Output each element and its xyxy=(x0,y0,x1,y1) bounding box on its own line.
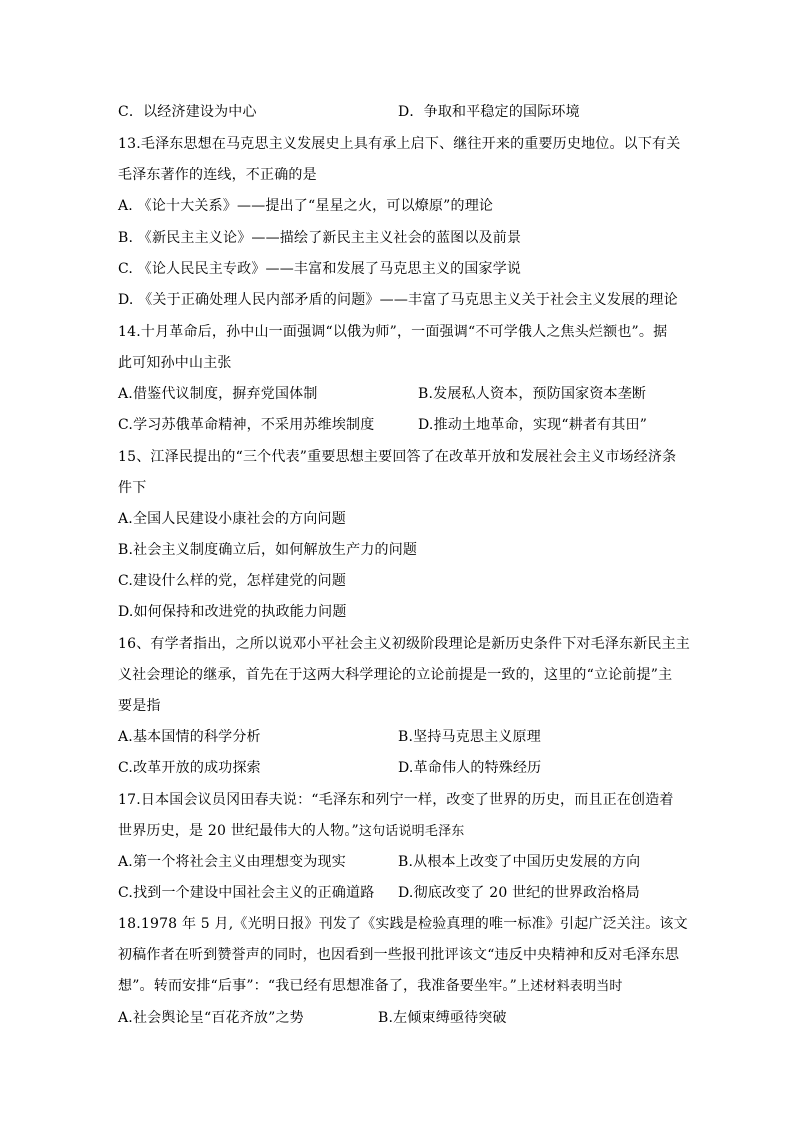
q17-options-cd xyxy=(118,883,678,903)
q16-stem-line2: 义社会理论的继承，首先在于这两大科学理论的立论前提是一致的，这里的“立论前提”主 xyxy=(118,667,673,683)
q15-stem-line1: 15、江泽民提出的“三个代表”重要思想主要回答了在改革开放和发展社会主义市场经济条 xyxy=(118,449,677,465)
q17-stem-line2-tail: 这句话说明毛泽东 xyxy=(358,824,465,839)
q13-option-c: C. 《论人民民主专政》——丰富和发展了马克思主义的国家学说 xyxy=(118,261,522,277)
q14-stem-line1: 14.十月革命后，孙中山一面强调“以俄为师”，一面强调“不可学俄人之焦头烂额也”。据 xyxy=(118,324,668,340)
q17-option-c: C.找到一个建设中国社会主义的正确道路 xyxy=(118,885,375,901)
q16-option-b: B.坚持马克思主义原理 xyxy=(398,729,541,745)
q18-stem-line2: 初稿作者在听到赞誉声的同时，也因看到一些报刊批评该文“违反中央精神和反对毛泽东思 xyxy=(118,947,680,963)
q14-options-ab xyxy=(118,384,678,404)
q14-option-a: A.借鉴代议制度，摒弃党国体制 xyxy=(118,386,318,402)
q12-option-c: C．以经济建设为中心 xyxy=(118,104,257,120)
q16-option-d: D.革命伟人的特殊经历 xyxy=(398,760,542,776)
q16-options-ab xyxy=(118,727,678,747)
q13-option-b: B. 《新民主主义论》——描绘了新民主主义社会的蓝图以及前景 xyxy=(118,230,522,246)
q14-option-b: B.发展私人资本，预防国家资本垄断 xyxy=(418,386,647,402)
q12-options-cd xyxy=(118,102,678,122)
q15-option-a: A.全国人民建设小康社会的方向问题 xyxy=(118,511,346,527)
q17-option-d: D.彻底改变了 20 世纪的世界政治格局 xyxy=(398,885,640,901)
q13-option-a: A. 《论十大关系》——提出了“星星之火，可以燎原”的理论 xyxy=(118,198,494,214)
q17-option-b: B.从根本上改变了中国历史发展的方向 xyxy=(398,854,641,870)
q14-option-c: C.学习苏俄革命精神，不采用苏维埃制度 xyxy=(118,417,375,433)
q17-option-a: A.第一个将社会主义由理想变为现实 xyxy=(118,854,346,870)
q18-stem-line1: 18.1978 年 5 月,《光明日报》刊发了《实践是检验真理的唯一标准》引起广泛关注。该文 xyxy=(118,916,688,932)
q12-option-d: D．争取和平稳定的国际环境 xyxy=(398,104,580,120)
q18-option-a: A.社会舆论呈“百花齐放”之势 xyxy=(118,1010,304,1026)
q16-stem-line1: 16、有学者指出，之所以说邓小平社会主义初级阶段理论是新历史条件下对毛泽东新民主主 xyxy=(118,636,691,652)
q15-option-c: C.建设什么样的党，怎样建党的问题 xyxy=(118,573,347,589)
q17-stem-line2-main: 世界历史，是 20 世纪最伟大的人物。” xyxy=(118,823,359,839)
q15-option-d: D.如何保持和改进党的执政能力问题 xyxy=(118,604,347,620)
q18-options-ab xyxy=(118,1008,678,1028)
q14-stem-line2: 此可知孙中山主张 xyxy=(118,355,232,371)
q16-option-c: C.改革开放的成功探索 xyxy=(118,760,261,776)
q16-option-a: A.基本国情的科学分析 xyxy=(118,729,261,745)
q16-options-cd xyxy=(118,758,678,778)
q13-stem-line2: 毛泽东著作的连线，不正确的是 xyxy=(118,167,317,183)
q16-stem-line3: 要是指 xyxy=(118,698,161,714)
q15-option-b: B.社会主义制度确立后，如何解放生产力的问题 xyxy=(118,542,418,558)
q17-options-ab xyxy=(118,852,678,872)
q13-stem-line1: 13.毛泽东思想在马克思主义发展史上具有承上启下、继往开来的重要历史地位。以下有关 xyxy=(118,136,681,152)
q13-option-d: D. 《关于正确处理人民内部矛盾的问题》——丰富了马克思主义关于社会主义发展的理论 xyxy=(118,292,678,308)
q18-option-b: B.左倾束缚亟待突破 xyxy=(378,1010,507,1026)
q17-stem-line2 xyxy=(118,821,678,842)
q15-stem-line2: 件下 xyxy=(118,480,147,496)
q14-option-d: D.推动土地革命，实现“耕者有其田” xyxy=(418,417,648,433)
q18-stem-line3-tail: 上述材料表明当时 xyxy=(517,979,623,994)
q14-options-cd xyxy=(118,415,678,435)
q17-stem-line1: 17.日本国会议员冈田春夫说：“毛泽东和列宁一样，改变了世界的历史，而且正在创造着 xyxy=(118,792,674,808)
q18-stem-line3-main: 想”。转而安排“后事”：“我已经有思想准备了，我准备要坐牢。” xyxy=(118,978,517,994)
q18-stem-line3 xyxy=(118,976,678,997)
